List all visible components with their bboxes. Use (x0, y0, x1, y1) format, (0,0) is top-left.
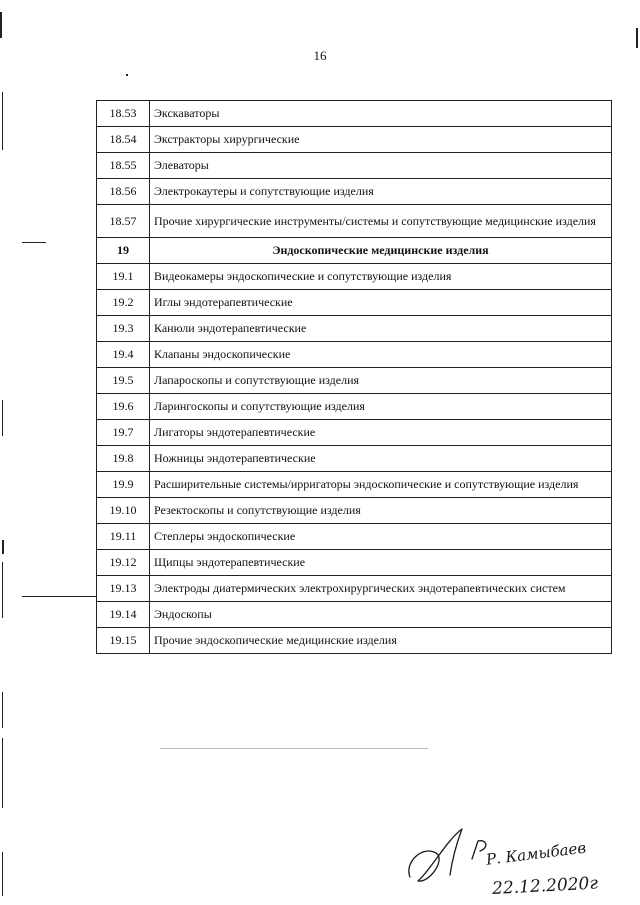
item-name: Эндоскопические медицинские изделия (150, 238, 612, 264)
item-number: 19.9 (97, 472, 150, 498)
table-row (97, 264, 612, 290)
signature-flourish (409, 829, 462, 881)
table-row (97, 550, 612, 576)
item-name: Щипцы эндотерапевтические (150, 550, 612, 576)
signature-name-stroke (472, 841, 486, 859)
item-name: Лигаторы эндотерапевтические (150, 420, 612, 446)
item-number: 18.53 (97, 101, 150, 127)
item-number: 19.7 (97, 420, 150, 446)
item-name: Расширительные системы/ирригаторы эндоскопические и сопутствующие изделия (150, 472, 612, 498)
table-row (97, 498, 612, 524)
item-number: 19.13 (97, 576, 150, 602)
item-name: Экскаваторы (150, 101, 612, 127)
signature-name: Р. Камыбаев (485, 838, 588, 869)
table-row (97, 127, 612, 153)
scan-mark-left-1 (2, 92, 3, 150)
scan-mark-left-4 (2, 540, 4, 554)
table-row (97, 446, 612, 472)
table-row (97, 368, 612, 394)
scan-mark-left-5 (2, 562, 3, 618)
scan-mark-top-right (636, 28, 638, 48)
table-row (97, 101, 612, 127)
item-number: 19.4 (97, 342, 150, 368)
item-name: Эндоскопы (150, 602, 612, 628)
table-body (97, 101, 612, 654)
table-row (97, 290, 612, 316)
table-row (97, 342, 612, 368)
classification-table (96, 100, 612, 654)
item-number: 18.55 (97, 153, 150, 179)
table-row (97, 394, 612, 420)
table-row (97, 420, 612, 446)
item-number: 19.11 (97, 524, 150, 550)
item-name: Ножницы эндотерапевтические (150, 446, 612, 472)
scan-mark-top-left (0, 12, 2, 38)
table-row (97, 576, 612, 602)
item-number: 19.15 (97, 628, 150, 654)
table-row (97, 153, 612, 179)
item-number: 19.2 (97, 290, 150, 316)
table-row (97, 179, 612, 205)
item-name: Прочие эндоскопические медицинские изделия (150, 628, 612, 654)
item-number: 19.1 (97, 264, 150, 290)
table-row (97, 205, 612, 238)
item-number: 18.56 (97, 179, 150, 205)
table-row (97, 316, 612, 342)
signature-date: 22.12.2020г (491, 873, 599, 900)
item-number: 19.14 (97, 602, 150, 628)
table-row (97, 602, 612, 628)
item-number: 19.8 (97, 446, 150, 472)
item-name: Степлеры эндоскопические (150, 524, 612, 550)
table-row (97, 472, 612, 498)
item-number: 19.3 (97, 316, 150, 342)
scan-mark-left-8 (2, 738, 3, 808)
item-name: Видеокамеры эндоскопические и сопутствующие изделия (150, 264, 612, 290)
table-row (97, 628, 612, 654)
scan-mark-left-7 (2, 692, 3, 728)
item-name: Резектоскопы и сопутствующие изделия (150, 498, 612, 524)
item-name: Ларингоскопы и сопутствующие изделия (150, 394, 612, 420)
item-name: Элеваторы (150, 153, 612, 179)
page-number: 16 (313, 48, 327, 63)
item-name: Электроды диатермических электрохирургических эндотерапевтических систем (150, 576, 612, 602)
item-number: 19.12 (97, 550, 150, 576)
item-name: Канюли эндотерапевтические (150, 316, 612, 342)
item-name: Клапаны эндоскопические (150, 342, 612, 368)
item-name: Прочие хирургические инструменты/системы и сопутствующие медицинские изделия (150, 205, 612, 238)
table-section-row (97, 238, 612, 264)
scan-mark-left-6 (22, 596, 96, 597)
signature (400, 815, 640, 905)
classification-table-container (96, 100, 612, 654)
scan-mark-left-9 (2, 852, 3, 896)
item-number: 19.10 (97, 498, 150, 524)
scan-dot (126, 74, 128, 76)
item-name: Лапароскопы и сопутствующие изделия (150, 368, 612, 394)
item-name: Электрокаутеры и сопутствующие изделия (150, 179, 612, 205)
item-name: Иглы эндотерапевтические (150, 290, 612, 316)
item-number: 18.57 (97, 205, 150, 238)
item-number: 19.6 (97, 394, 150, 420)
scan-mark-left-3 (2, 400, 3, 436)
scan-faint-line (160, 748, 428, 749)
item-number: 19 (97, 238, 150, 264)
table-row (97, 524, 612, 550)
item-number: 19.5 (97, 368, 150, 394)
item-name: Экстракторы хирургические (150, 127, 612, 153)
scan-mark-left-2 (22, 242, 46, 243)
item-number: 18.54 (97, 127, 150, 153)
